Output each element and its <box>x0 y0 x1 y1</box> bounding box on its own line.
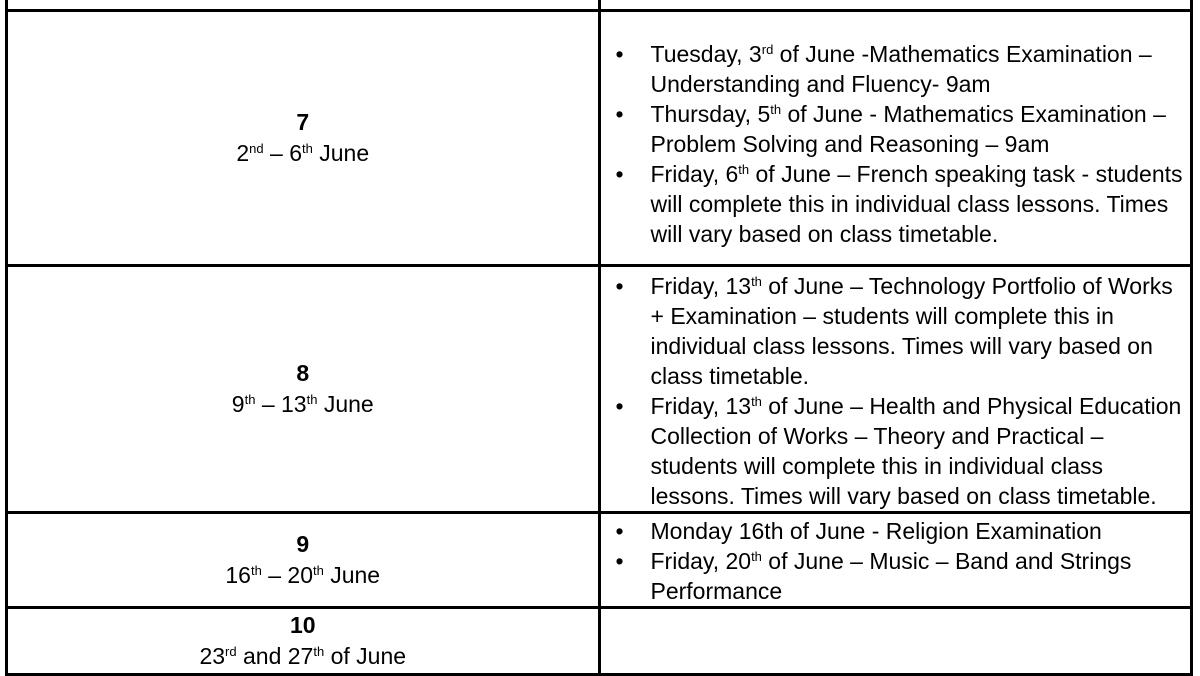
event-item: • Friday, 6th of June – French speaking task - students will complete this in individual class lessons. Times will vary based on class timetable. <box>651 159 1191 249</box>
ordinal-suffix: th <box>738 162 750 177</box>
events-cell-top <box>599 0 1192 11</box>
ordinal-suffix: th <box>313 644 325 659</box>
table-row-week-9 <box>7 513 1192 608</box>
week-number: 9 <box>296 531 310 557</box>
week-number: 7 <box>296 109 310 135</box>
ordinal-suffix: th <box>312 563 324 578</box>
events-cell-empty <box>599 608 1192 675</box>
event-item: • Friday, 20th of June – Music – Band and Strings Performance <box>651 546 1191 606</box>
week-dates: 9th – 13th June <box>231 391 374 417</box>
week-dates: 16th – 20th June <box>225 562 381 588</box>
week-cell <box>7 11 600 266</box>
table-row-week-8 <box>7 266 1192 513</box>
event-list <box>601 39 1191 249</box>
event-item: • Monday 16th of June - Religion Examination <box>651 516 1191 546</box>
week-number: 10 <box>289 612 316 638</box>
ordinal-suffix: th <box>302 141 313 156</box>
events-cell <box>599 513 1192 608</box>
table-row-week-10 <box>7 608 1192 675</box>
table-row-top-partial <box>7 0 1192 11</box>
ordinal-suffix: th <box>770 102 782 117</box>
event-item: • Friday, 13th of June – Technology Portfolio of Works + Examination – students will complete this in individual class lessons. Times will vary based on class timetable. <box>651 271 1191 391</box>
event-item: • Friday, 13th of June – Health and Physical Education Collection of Works – Theory and Practical – students will complete this in individual class lessons. Times will vary based on class timetable. <box>651 391 1191 511</box>
event-list <box>601 516 1191 606</box>
week-cell <box>7 608 600 675</box>
week-dates: 23rd and 27th of June <box>199 643 407 669</box>
assessment-schedule-table <box>5 0 1193 676</box>
ordinal-suffix: th <box>751 274 762 289</box>
ordinal-suffix: nd <box>249 141 264 156</box>
event-item: • Thursday, 5th of June - Mathematics Examination – Problem Solving and Reasoning – 9am <box>651 99 1191 159</box>
event-list <box>601 271 1191 511</box>
ordinal-suffix: rd <box>225 644 237 659</box>
week-cell <box>7 266 600 513</box>
event-item: • Tuesday, 3rd of June -Mathematics Examination – Understanding and Fluency- 9am <box>651 39 1191 99</box>
ordinal-suffix: rd <box>761 42 774 57</box>
week-cell <box>7 513 600 608</box>
ordinal-suffix: th <box>306 392 318 407</box>
week-number: 8 <box>296 360 310 386</box>
events-cell <box>599 266 1192 513</box>
week-dates: 2nd – 6th June <box>236 140 370 166</box>
ordinal-suffix: th <box>250 563 262 578</box>
table-row-week-7 <box>7 11 1192 266</box>
ordinal-suffix: th <box>244 392 256 407</box>
week-cell-top <box>7 0 600 11</box>
ordinal-suffix: th <box>751 394 762 409</box>
events-cell <box>599 11 1192 266</box>
ordinal-suffix: th <box>751 549 762 564</box>
